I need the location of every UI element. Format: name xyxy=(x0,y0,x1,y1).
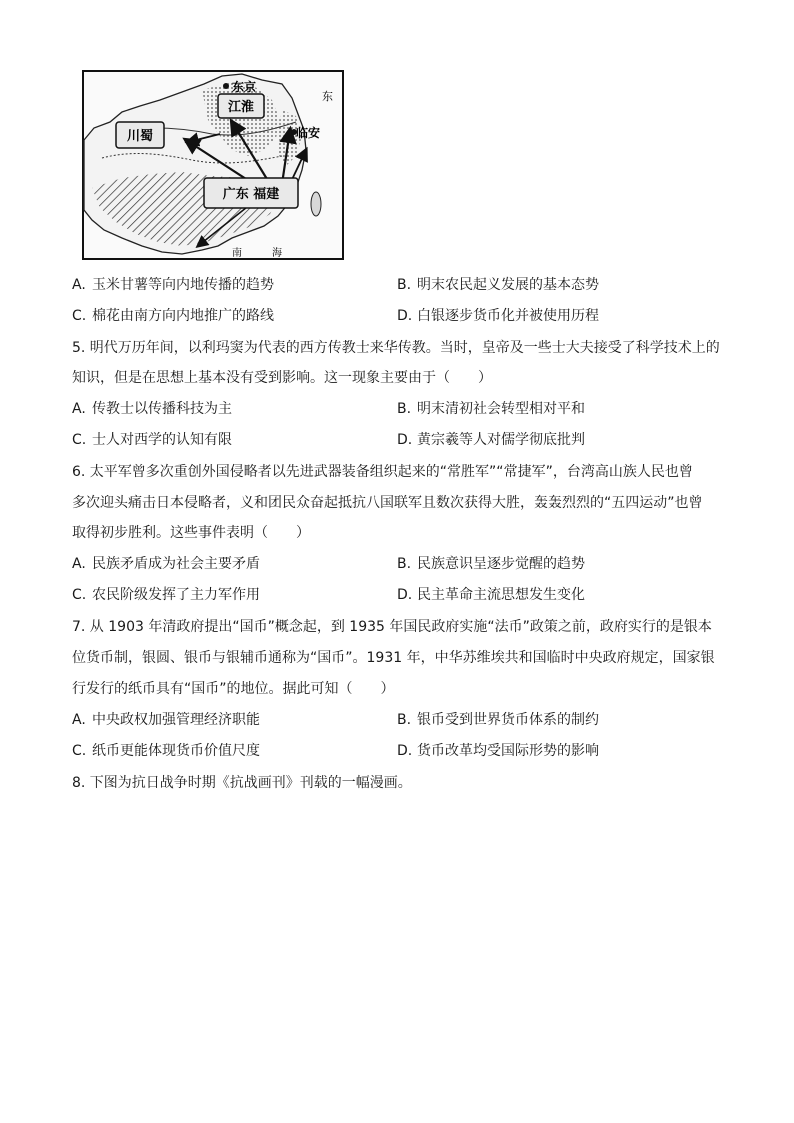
q7-option-d: D. 货币改革均受国际形势的影响 xyxy=(397,743,599,759)
q5-stem-line-1: 5. 明代万历年间，以利玛窦为代表的西方传教士来华传教。当时，皇帝及一些士大夫接受了科学技术上的 xyxy=(72,340,720,356)
historical-map-figure xyxy=(82,70,344,260)
q7-stem-line-3: 行发行的纸币具有“国币”的地位。据此可知（ ） xyxy=(72,681,395,697)
q5-option-d: D. 黄宗羲等人对儒学彻底批判 xyxy=(397,432,585,448)
map-label-nan: 南 xyxy=(232,248,242,259)
q6-option-d: D. 民主革命主流思想发生变化 xyxy=(397,587,585,603)
q5-option-b: B. 明末清初社会转型相对平和 xyxy=(397,401,585,417)
q7-option-a: A. 中央政权加强管理经济职能 xyxy=(72,712,260,728)
q6-stem-line-1: 6. 太平军曾多次重创外国侵略者以先进武器装备组织起来的“常胜军”“常捷军”，台湾高山族人民也曾 xyxy=(72,464,693,480)
q4-option-b: B. 明末农民起义发展的基本态势 xyxy=(397,277,599,293)
q5-option-a: A. 传教士以传播科技为主 xyxy=(72,401,232,417)
map-label-chuanshu: 川蜀 xyxy=(126,129,154,144)
map-label-dong: 东 xyxy=(322,90,333,103)
map-label-linan: 临安 xyxy=(296,126,321,140)
q7-stem-line-2: 位货币制，银圆、银币与银辅币通称为“国币”。1931 年，中华苏维埃共和国临时中央政府规定，国家银 xyxy=(72,650,715,666)
q7-stem-line-1: 7. 从 1903 年清政府提出“国币”概念起，到 1935 年国民政府实施“法币”政策之前，政府实行的是银本 xyxy=(72,619,712,635)
q5-stem-line-2: 知识，但是在思想上基本没有受到影响。这一现象主要由于（ ） xyxy=(72,370,492,386)
map-label-hai: 海 xyxy=(272,248,282,259)
map-label-dongjing: 东京 xyxy=(232,80,257,94)
q6-option-b: B. 民族意识呈逐步觉醒的趋势 xyxy=(397,556,585,572)
q4-option-c: C. 棉花由南方向内地推广的路线 xyxy=(72,308,274,324)
q7-option-c: C. 纸币更能体现货币价值尺度 xyxy=(72,743,260,759)
q8-stem-line-1: 8. 下图为抗日战争时期《抗战画刊》刊载的一幅漫画。 xyxy=(72,775,412,791)
q5-option-c: C. 士人对西学的认知有限 xyxy=(72,432,232,448)
q6-stem-line-2: 多次迎头痛击日本侵略者，义和团民众奋起抵抗八国联军且数次获得大胜，轰轰烈烈的“五四运动”也曾 xyxy=(72,495,703,511)
map-label-guangdong-fujian: 广东 福建 xyxy=(222,187,280,202)
q6-stem-line-3: 取得初步胜利。这些事件表明（ ） xyxy=(72,525,310,541)
q4-option-a: A. 玉米甘薯等向内地传播的趋势 xyxy=(72,277,274,293)
q7-option-b: B. 银币受到世界货币体系的制约 xyxy=(397,712,599,728)
q6-option-a: A. 民族矛盾成为社会主要矛盾 xyxy=(72,556,260,572)
q4-option-d: D. 白银逐步货币化并被使用历程 xyxy=(397,308,599,324)
map-label-jianghuai: 江淮 xyxy=(227,100,255,115)
q6-option-c: C. 农民阶级发挥了主力军作用 xyxy=(72,587,260,603)
taiwan-island xyxy=(311,192,321,216)
